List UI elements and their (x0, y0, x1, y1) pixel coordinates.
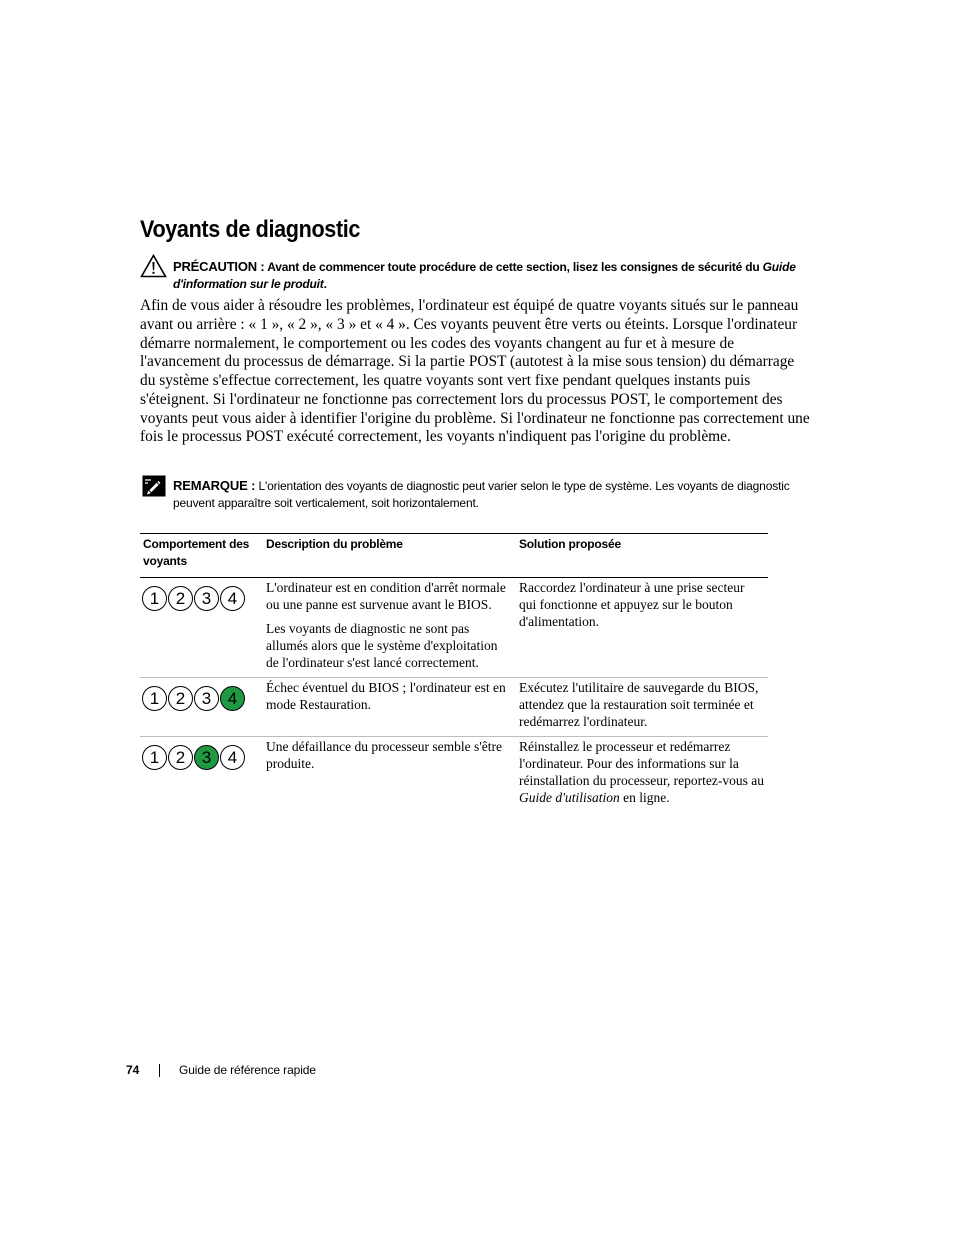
solution-cell (515, 678, 768, 737)
caution-doc-title-1: Guide (762, 260, 796, 274)
led-cell (140, 678, 262, 737)
led-indicator-1: 1 (142, 686, 167, 711)
led-indicator-1: 1 (142, 745, 167, 770)
description-text: L'ordinateur est en condition d'arrêt normale ou une panne est survenue avant le BIOS. (266, 580, 506, 612)
led-group (142, 586, 262, 611)
description-text: Une défaillance du processeur semble s'être produite. (266, 739, 502, 771)
caution-doc-title-2: d'information sur le produit (173, 277, 324, 291)
page-number: 74 (126, 1063, 140, 1077)
led-cell (140, 578, 262, 678)
solution-text: Raccordez l'ordinateur à une prise secteur qui fonctionne et appuyez sur le bouton d'alimentation. (519, 580, 745, 629)
note-body: L'orientation des voyants de diagnostic peut varier selon le type de système. Les voyants de diagnostic peuvent apparaître soit verticalement, soit horizontalement. (173, 479, 790, 510)
caution-label: PRÉCAUTION : (173, 259, 265, 274)
description-cell (262, 678, 515, 737)
pencil-note-icon (142, 475, 166, 497)
led-group (142, 745, 262, 770)
solution-text-start: Réinstallez le processeur et redémarrez l'ordinateur. Pour des informations sur la réinstallation du processeur, reportez-vous au (519, 739, 764, 788)
led-cell (140, 737, 262, 813)
led-indicator-4: 4 (220, 586, 245, 611)
footer-doc-title: Guide de référence rapide (179, 1063, 316, 1077)
page-title: Voyants de diagnostic (140, 216, 361, 243)
solution-text-end: en ligne. (623, 790, 670, 805)
description-text-extra: Les voyants de diagnostic ne sont pas allumés alors que le système d'exploitation de l'ordinateur s'est lancé correctement. (266, 621, 498, 670)
solution-cell (515, 737, 768, 813)
header-description: Description du problème (262, 534, 515, 578)
note-label: REMARQUE : (173, 478, 256, 493)
led-indicator-3: 3 (194, 586, 219, 611)
header-solution: Solution proposée (515, 534, 768, 578)
description-text: Échec éventuel du BIOS ; l'ordinateur est en mode Restauration. (266, 680, 506, 712)
table-row (140, 578, 768, 678)
solution-text: Exécutez l'utilitaire de sauvegarde du BIOS, attendez que la restauration soit terminée et redémarrez l'ordinateur. (519, 680, 759, 729)
caution-body: Avant de commencer toute procédure de cette section, lisez les consignes de sécurité du (267, 260, 760, 274)
solution-cell (515, 578, 768, 678)
diagnostic-table (140, 533, 768, 812)
led-indicator-2: 2 (168, 586, 193, 611)
intro-paragraph: Afin de vous aider à résoudre les problèmes, l'ordinateur est équipé de quatre voyants situés sur le panneau avant ou arrière : « 1 », « 2 », « 3 » et « 4 ». Ces voyants peuvent être verts ou éteints. Lorsque l'ordinateur démarre normalement, le comportement ou les codes des voyants changent au fur et à mesure de l'avancement du processus de démarrage. Si la partie POST (autotest à la mise sous tension) du démarrage du système s'effectue correctement, les quatre voyants sont vert fixe pendant quelques instants puis s'éteignent. Si l'ordinateur ne fonctionne pas correctement lors du processus POST, le comportement des voyants peut vous aider à identifier l'origine du problème. Si l'ordinateur ne fonctionne pas correctement une fois le processus POST exécuté correctement, les voyants n'indiquent pas l'origine du problème. (140, 297, 810, 446)
caution-end: . (323, 277, 327, 291)
led-indicator-4: 4 (220, 745, 245, 770)
solution-doc-title: Guide d'utilisation (519, 790, 620, 805)
table-header-row (140, 534, 768, 578)
table-row (140, 737, 768, 813)
description-cell (262, 737, 515, 813)
header-behavior: Comportement des voyants (140, 534, 262, 578)
led-indicator-3: 3 (194, 745, 219, 770)
led-indicator-2: 2 (168, 686, 193, 711)
warning-triangle-icon (140, 254, 167, 278)
description-cell (262, 578, 515, 678)
led-indicator-2: 2 (168, 745, 193, 770)
solution-text (519, 738, 764, 806)
led-indicator-1: 1 (142, 586, 167, 611)
led-indicator-3: 3 (194, 686, 219, 711)
led-group (142, 686, 262, 711)
note-text (173, 477, 813, 512)
caution-text (173, 258, 823, 293)
led-indicator-4: 4 (220, 686, 245, 711)
table-row (140, 678, 768, 737)
footer-separator (159, 1064, 160, 1077)
